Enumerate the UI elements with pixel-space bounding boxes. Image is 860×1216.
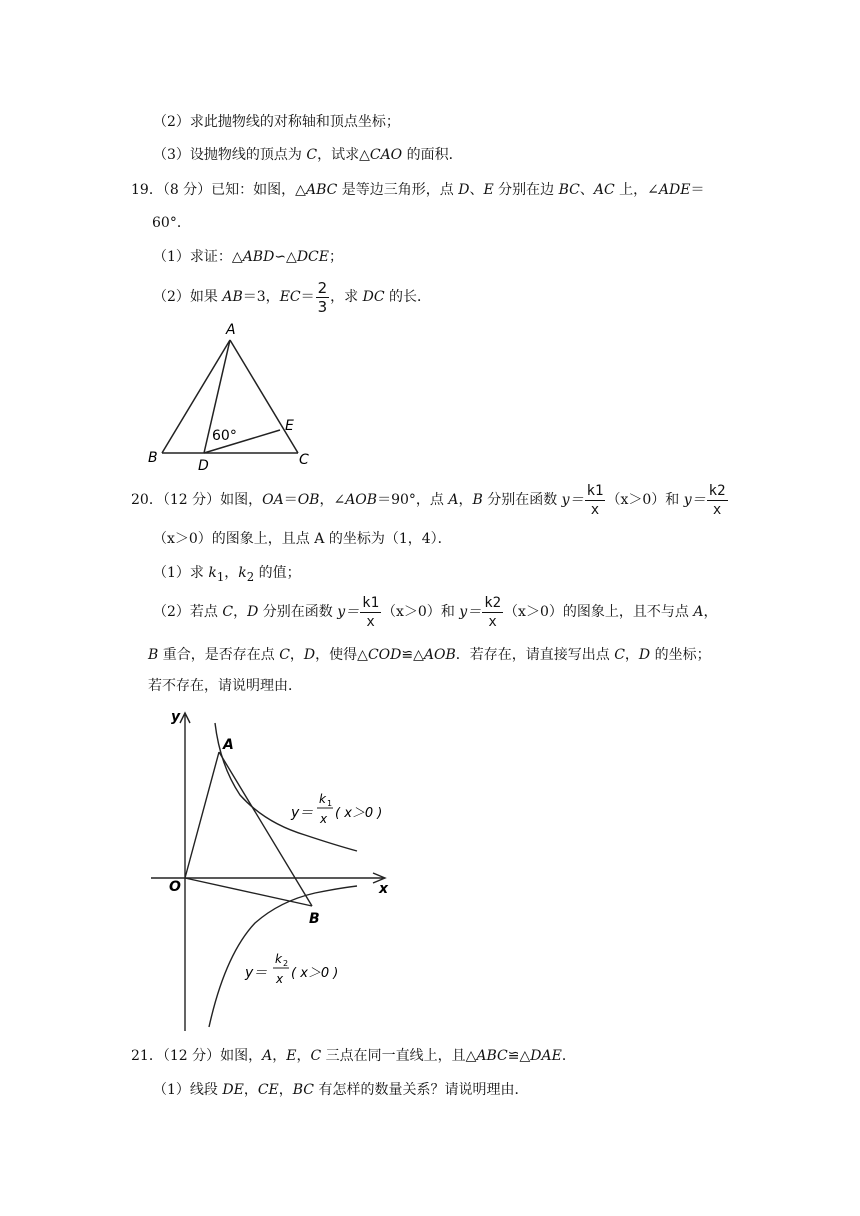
fraction-k2-over-x	[482, 594, 503, 631]
fraction-k2-over-x	[707, 482, 728, 519]
q20-text: ≌△	[401, 647, 424, 663]
q21-text: 21．（12 分）如图，	[131, 1048, 263, 1064]
q18-part3-text: （3）设抛物线的顶点为	[153, 147, 307, 163]
q20-text: ，	[233, 604, 248, 620]
q21-text: 有怎样的数量关系？请说明理由．	[314, 1082, 529, 1098]
q20-text: 的值；	[254, 565, 301, 581]
q20-sub: 2	[246, 569, 255, 584]
q20-k2: k	[238, 565, 247, 581]
q21-bc: BC	[292, 1082, 315, 1098]
q21-text: ，	[243, 1082, 258, 1098]
q21-stem	[131, 1046, 576, 1066]
q20-text: ＝90°，点	[377, 492, 449, 508]
q19-abd: ABD	[242, 249, 275, 265]
q20-text: 20．（12 分）如图，	[131, 492, 263, 508]
label-d: D	[198, 458, 209, 472]
q19-d: D	[458, 182, 470, 198]
q18-part3-text: ，试求△	[317, 147, 370, 163]
y-axis-label: y	[171, 709, 181, 725]
q20-oa: OA	[262, 492, 284, 508]
angle-label: 60°	[212, 428, 237, 444]
q19-part1	[153, 247, 343, 267]
q19-stem-line1	[131, 180, 704, 200]
q19-text: （1）求证：△	[153, 249, 243, 265]
q20-text: （1）求	[153, 565, 209, 581]
q20-text: 若不存在，请说明理由．	[148, 678, 302, 694]
q20-sub: 1	[216, 569, 225, 584]
fraction-denominator: x	[366, 613, 375, 630]
q19-text: 、	[469, 182, 484, 198]
q19-ade: ADE	[658, 182, 691, 198]
q18-triangle-cao: CAO	[369, 147, 403, 163]
q19-text: 上，∠	[614, 182, 659, 198]
q19-e: E	[483, 182, 494, 198]
q20-text: ＝	[283, 492, 298, 508]
q20-y-equals: y＝	[683, 492, 706, 508]
label-e: E	[285, 418, 294, 434]
q20-c: C	[279, 647, 290, 663]
q19-text: ；	[328, 249, 343, 265]
curve-k2-label-sub: 2	[283, 959, 289, 968]
curve-k2-label: y＝	[245, 965, 268, 981]
curve-k2	[209, 886, 357, 1027]
q20-text: ，	[458, 492, 473, 508]
q18-part2-text: （2）求此抛物线的对称轴和顶点坐标；	[153, 114, 400, 130]
q20-text: 和	[665, 492, 684, 508]
q19-text: ＝	[300, 289, 315, 305]
q20-text: 的坐标；	[650, 647, 711, 663]
q20-text: （x＞0）的图象上，且点 A 的坐标为（1，4）．	[153, 531, 452, 547]
q20-d: D	[303, 647, 316, 663]
q20-y-equals: y＝	[337, 604, 360, 620]
q20-y-equals: y＝	[561, 492, 584, 508]
q20-b: B	[472, 492, 483, 508]
q20-part2-line3	[148, 676, 302, 696]
q19-text: ＝	[690, 182, 705, 198]
q19-text: 分别在边	[493, 182, 559, 198]
q20-stem-line1	[131, 478, 729, 522]
q20-k1: k	[208, 565, 217, 581]
segment-ob	[185, 878, 312, 906]
label-a: A	[223, 737, 234, 753]
q20-a: A	[448, 492, 459, 508]
q19-stem-line2	[152, 213, 191, 233]
fraction-k1-over-x	[360, 594, 381, 631]
q19-text: ＝3，	[242, 289, 280, 305]
q20-aob: AOB	[423, 647, 456, 663]
q20-ob: OB	[297, 492, 320, 508]
q19-text: ，求	[330, 289, 363, 305]
fraction-denominator: x	[488, 613, 497, 630]
label-b: B	[148, 450, 158, 466]
label-b: B	[309, 911, 320, 927]
q20-part2-line1	[153, 590, 717, 634]
origin-label: O	[169, 879, 181, 895]
q20-c: C	[222, 604, 234, 620]
q19-text: （2）如果	[153, 289, 223, 305]
q19-bc: BC	[558, 182, 580, 198]
q21-text: ．	[561, 1048, 576, 1064]
curve-k2-label-k: k	[275, 952, 282, 966]
q20-d: D	[247, 604, 259, 620]
q20-text: 分别在函数	[482, 492, 562, 508]
q19-text: 的长．	[384, 289, 432, 305]
curve-k1-condition: ( x＞0 )	[335, 806, 383, 821]
q20-aob: AOB	[345, 492, 378, 508]
q20-text: 分别在函数	[258, 604, 338, 620]
q20-text: （2）若点	[153, 604, 223, 620]
q21-text: ≌△	[507, 1048, 531, 1064]
fraction-numerator: k1	[586, 482, 604, 499]
q20-y-equals: y＝	[459, 604, 482, 620]
q19-triangle-figure	[142, 322, 322, 472]
q19-text: 19．（8 分）已知：如图，△	[131, 182, 306, 198]
q19-abc: ABC	[305, 182, 338, 198]
q20-text: 和	[440, 604, 460, 620]
fraction-numerator: 2	[317, 278, 328, 297]
q20-stem-line2	[153, 529, 452, 549]
q18-part2	[153, 112, 400, 132]
fraction-two-thirds	[316, 279, 330, 316]
q19-ab: AB	[222, 289, 243, 305]
fraction-denominator: x	[590, 501, 600, 518]
q20-text: ，	[289, 647, 304, 663]
label-c: C	[299, 452, 309, 468]
q21-ce: CE	[257, 1082, 279, 1098]
q20-text: （x＞0）	[504, 604, 563, 620]
q21-e: E	[286, 1048, 297, 1064]
curve-k2-condition: ( x＞0 )	[291, 966, 339, 981]
fraction-numerator: k1	[362, 594, 379, 611]
curve-k2-label-x: x	[276, 972, 284, 986]
q20-text: （x＞0）	[606, 492, 666, 508]
curve-k1-label: y＝	[291, 805, 314, 821]
label-a: A	[226, 322, 236, 338]
q20-text: 重合，是否存在点	[158, 647, 280, 663]
segment-oa	[185, 752, 219, 878]
q21-text: （1）线段	[153, 1082, 223, 1098]
fraction-numerator: k2	[708, 482, 726, 499]
segment-ab	[219, 752, 312, 906]
q20-a: A	[693, 604, 704, 620]
q20-b: B	[148, 647, 159, 663]
q21-a: A	[262, 1048, 273, 1064]
q21-text: 三点在同一直线上，且△	[321, 1048, 477, 1064]
q21-dae: DAE	[530, 1048, 562, 1064]
q20-text: ，	[624, 647, 639, 663]
fraction-numerator: k2	[484, 594, 502, 611]
q21-text: ，	[272, 1048, 287, 1064]
q20-part2-line2	[148, 645, 711, 665]
q20-d: D	[638, 647, 651, 663]
q19-dce: DCE	[296, 249, 329, 265]
q19-text: 60°．	[152, 215, 191, 231]
x-axis-label: x	[379, 881, 389, 897]
curve-k1	[215, 723, 357, 851]
q21-text: ，	[278, 1082, 293, 1098]
q20-text: ，∠	[319, 492, 346, 508]
q21-text: ，	[296, 1048, 311, 1064]
q19-text: 是等边三角形，点	[337, 182, 459, 198]
curve-k1-label-k: k	[319, 792, 326, 806]
q20-text: 的图象上，且不与点	[562, 604, 694, 620]
curve-k1-label-sub: 1	[327, 799, 333, 808]
q19-part2	[153, 278, 431, 316]
edge-ac	[230, 340, 298, 453]
q20-text: ，	[224, 565, 239, 581]
q20-cod: COD	[367, 647, 402, 663]
q19-ec: EC	[279, 289, 301, 305]
q18-part3	[153, 145, 463, 165]
q20-text: ，使得△	[315, 647, 368, 663]
q21-part1	[153, 1080, 528, 1100]
fraction-k1-over-x	[585, 482, 606, 519]
q20-part1	[153, 563, 301, 587]
curve-k1-label-x: x	[320, 812, 328, 826]
q19-ac: AC	[593, 182, 615, 198]
q21-abc: ABC	[476, 1048, 508, 1064]
q20-text: ，	[703, 604, 718, 620]
q20-text: （x＞0）	[382, 604, 441, 620]
q18-part3-text: 的面积．	[402, 147, 463, 163]
q20-c: C	[614, 647, 625, 663]
q19-text: 、	[579, 182, 594, 198]
q19-dc: DC	[362, 289, 385, 305]
q20-hyperbola-figure	[145, 705, 405, 1035]
fraction-denominator: x	[712, 501, 722, 518]
q21-c: C	[310, 1048, 322, 1064]
fraction-denominator: 3	[317, 297, 328, 316]
q19-text: ∽△	[274, 249, 297, 265]
q18-point-c: C	[306, 147, 318, 163]
q21-de: DE	[222, 1082, 244, 1098]
q20-text: ．若存在，请直接写出点	[455, 647, 615, 663]
